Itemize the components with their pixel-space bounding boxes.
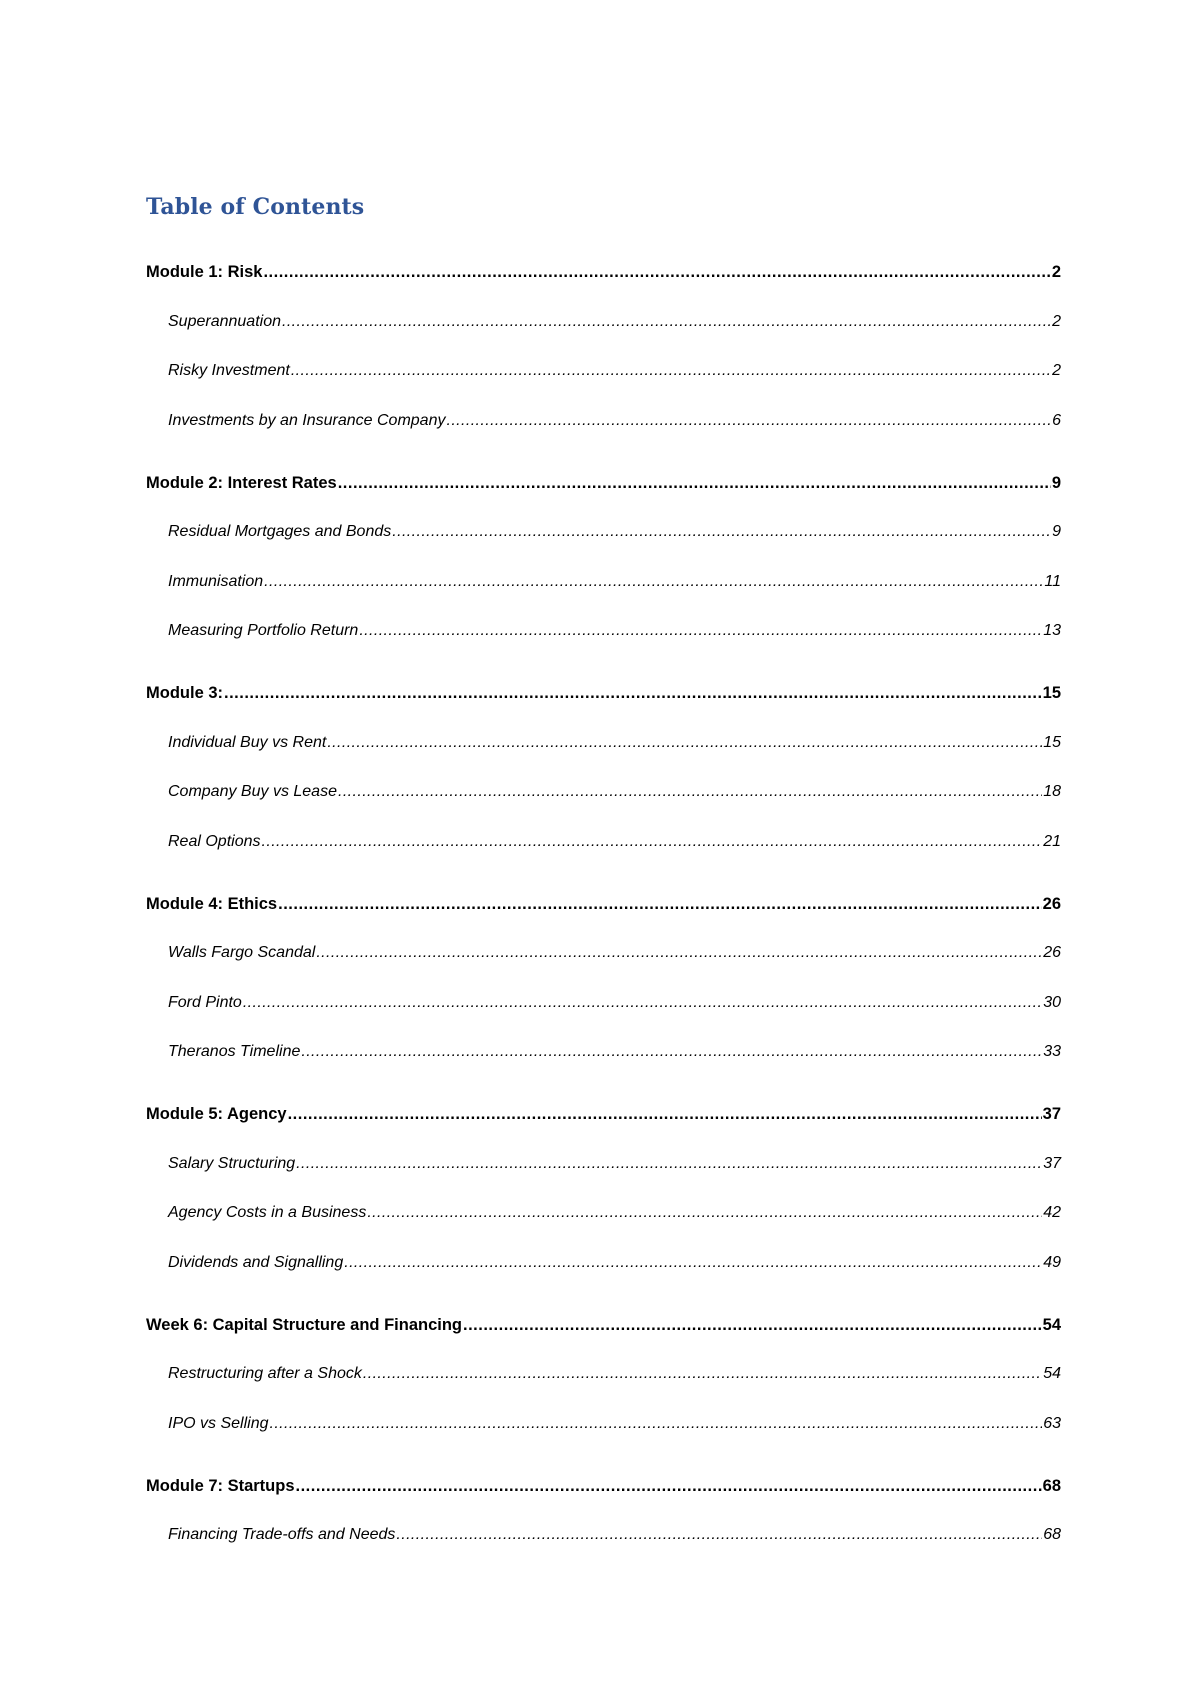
toc-section-entry[interactable] <box>146 994 1061 1044</box>
toc-dot-leader <box>296 1155 1042 1173</box>
page-title: Table of Contents <box>146 194 365 220</box>
toc-entry-title: Salary Structuring <box>168 1154 296 1172</box>
toc-dot-leader <box>463 1316 1042 1335</box>
toc-dot-leader <box>243 994 1042 1012</box>
toc-dot-leader <box>288 1105 1042 1124</box>
toc-section-entry[interactable] <box>146 313 1061 363</box>
toc-page-number: 54 <box>1043 1365 1061 1382</box>
toc-dot-leader <box>338 783 1042 801</box>
toc-section-entry[interactable] <box>146 734 1061 784</box>
toc-entry-title: Week 6: Capital Structure and Financing <box>146 1315 463 1334</box>
toc-entry-title: Agency Costs in a Business <box>168 1204 367 1221</box>
toc-dot-leader <box>363 1365 1042 1383</box>
toc-page-number: 37 <box>1043 1154 1061 1172</box>
toc-module-entry[interactable] <box>146 1477 1061 1527</box>
toc-page-number: 2 <box>1052 362 1061 379</box>
toc-section-entry[interactable] <box>146 622 1061 672</box>
toc-section-entry[interactable] <box>146 833 1061 883</box>
toc-section-entry[interactable] <box>146 573 1061 623</box>
toc-dot-leader <box>367 1204 1042 1222</box>
toc-dot-leader <box>301 1043 1042 1061</box>
toc-entry-title: Immunisation <box>168 572 264 590</box>
toc-page-number: 21 <box>1043 832 1061 850</box>
toc-entry-title: Measuring Portfolio Return <box>168 622 359 639</box>
toc-page-number: 11 <box>1044 572 1061 590</box>
toc-page-number: 33 <box>1043 1043 1061 1060</box>
toc-page-number: 9 <box>1051 473 1061 492</box>
toc-page-number: 2 <box>1051 263 1061 281</box>
toc-entry-title: Real Options <box>168 832 261 850</box>
toc-dot-leader <box>327 734 1042 752</box>
toc-section-entry[interactable] <box>146 523 1061 573</box>
toc-entry-title: Risky Investment <box>168 362 290 379</box>
toc-page-number: 15 <box>1042 684 1061 702</box>
toc-entry-title: Restructuring after a Shock <box>168 1365 362 1382</box>
toc-module-entry[interactable] <box>146 474 1061 524</box>
toc-dot-leader <box>344 1254 1042 1272</box>
toc-section-entry[interactable] <box>146 412 1061 462</box>
toc-entry-title: Company Buy vs Lease <box>168 783 337 800</box>
toc-entry-title: Financing Trade-offs and Needs <box>168 1526 396 1543</box>
toc-entry-title: Module 3: <box>146 684 223 702</box>
toc-dot-leader <box>291 362 1051 380</box>
toc-dot-leader <box>296 1477 1042 1496</box>
toc-entry-title: Module 2: Interest Rates <box>146 473 337 492</box>
toc-dot-leader <box>262 833 1043 851</box>
toc-dot-leader <box>359 622 1042 640</box>
toc-entry-title: Residual Mortgages and Bonds <box>168 523 392 540</box>
toc-page-number: 18 <box>1043 783 1061 800</box>
toc-page-number: 30 <box>1043 993 1061 1011</box>
toc-entry-title: Ford Pinto <box>168 993 242 1011</box>
toc-page-number: 15 <box>1043 733 1061 751</box>
toc-entry-title: Dividends and Signalling <box>168 1253 344 1271</box>
toc-dot-leader <box>278 895 1042 914</box>
toc-section-entry[interactable] <box>146 944 1061 994</box>
toc-module-entry[interactable] <box>146 1316 1061 1366</box>
toc-dot-leader <box>224 684 1042 703</box>
toc-entry-title: Individual Buy vs Rent <box>168 733 327 751</box>
toc-page-number: 37 <box>1042 1105 1061 1123</box>
toc-entry-title: Module 1: Risk <box>146 263 263 281</box>
toc-entry-title: IPO vs Selling <box>168 1414 269 1432</box>
toc-page-number: 42 <box>1043 1204 1061 1221</box>
toc-page-number: 6 <box>1052 411 1061 429</box>
toc-entry-title: Theranos Timeline <box>168 1043 301 1060</box>
toc-entry-title: Walls Fargo Scandal <box>168 944 316 961</box>
toc-section-entry[interactable] <box>146 1043 1061 1093</box>
toc-dot-leader <box>269 1415 1042 1433</box>
toc-page-number: 68 <box>1042 1476 1061 1495</box>
toc-section-entry[interactable] <box>146 1204 1061 1254</box>
toc-dot-leader <box>338 474 1051 493</box>
toc-entry-title: Superannuation <box>168 312 281 330</box>
toc-page-number: 2 <box>1052 312 1061 330</box>
toc-page-number: 26 <box>1043 944 1061 961</box>
toc-dot-leader <box>316 944 1042 962</box>
toc-dot-leader <box>396 1526 1042 1544</box>
toc-dot-leader <box>446 412 1051 430</box>
toc-section-entry[interactable] <box>146 1415 1061 1465</box>
toc-section-entry[interactable] <box>146 1526 1061 1576</box>
toc-page-number: 26 <box>1042 894 1061 913</box>
toc-section-entry[interactable] <box>146 362 1061 412</box>
toc-page-number: 63 <box>1043 1414 1061 1432</box>
toc-module-entry[interactable] <box>146 263 1061 313</box>
toc-dot-leader <box>263 263 1050 282</box>
toc-section-entry[interactable] <box>146 1155 1061 1205</box>
toc-section-entry[interactable] <box>146 1254 1061 1304</box>
toc-section-entry[interactable] <box>146 783 1061 833</box>
toc-dot-leader <box>282 313 1051 331</box>
toc-module-entry[interactable] <box>146 684 1061 734</box>
toc-section-entry[interactable] <box>146 1365 1061 1415</box>
toc-page-number: 54 <box>1042 1315 1061 1334</box>
toc-page-number: 13 <box>1043 622 1061 639</box>
toc-page-number: 49 <box>1043 1253 1061 1271</box>
table-of-contents <box>146 263 1061 1576</box>
toc-entry-title: Module 5: Agency <box>146 1105 287 1123</box>
toc-module-entry[interactable] <box>146 895 1061 945</box>
toc-entry-title: Module 7: Startups <box>146 1476 295 1495</box>
toc-page-number: 68 <box>1043 1526 1061 1543</box>
toc-page-number: 9 <box>1052 523 1061 540</box>
toc-module-entry[interactable] <box>146 1105 1061 1155</box>
toc-dot-leader <box>264 573 1043 591</box>
toc-entry-title: Investments by an Insurance Company <box>168 411 446 429</box>
toc-entry-title: Module 4: Ethics <box>146 894 278 913</box>
toc-dot-leader <box>392 523 1051 541</box>
